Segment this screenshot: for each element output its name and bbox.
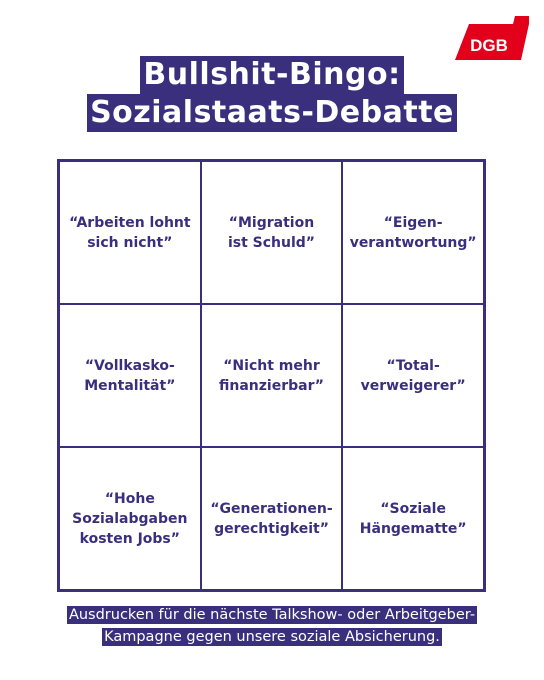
dgb-logo-text: DGB [470,36,508,55]
bingo-cell: “Vollkasko- Mentalität” [59,304,201,447]
bingo-cell: “Generationen- gerechtigkeit” [201,447,343,590]
title-line-2: Sozialstaats-Debatte [87,94,457,132]
bingo-cell: “Soziale Hängematte” [342,447,484,590]
bingo-cell: “Eigen- verantwortung” [342,161,484,304]
page-title [0,56,544,132]
bingo-cell: “Nicht mehr finanzierbar” [201,304,343,447]
footer-text: Ausdrucken für die nächste Talkshow- oder Arbeitgeber-Kampagne gegen unsere soziale Absicherung. [68,607,476,645]
bingo-cell: “Migration ist Schuld” [201,161,343,304]
bingo-grid [57,159,486,592]
bingo-cell: “Hohe Sozialabgaben kosten Jobs” [59,447,201,590]
dgb-logo [455,16,529,60]
bingo-cell: “Total- verweigerer” [342,304,484,447]
title-line-1: Bullshit-Bingo: [140,56,403,94]
footer-note [62,604,482,648]
bingo-cell: “Arbeiten lohnt sich nicht” [59,161,201,304]
